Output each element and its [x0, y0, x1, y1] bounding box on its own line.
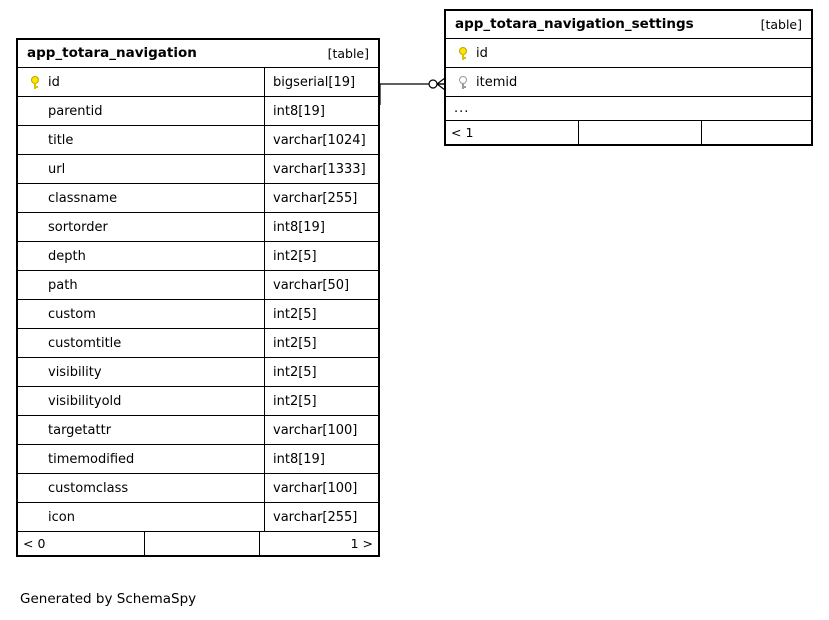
- table-row: [18, 97, 378, 126]
- table-row: [18, 126, 378, 155]
- column-name: id: [48, 74, 60, 90]
- table-row: [446, 68, 811, 97]
- generated-by-caption: Generated by SchemaSpy: [20, 591, 197, 607]
- footer-parent-count: < 1: [446, 121, 579, 144]
- column-type: varchar[100]: [273, 422, 358, 438]
- table-row: [18, 300, 378, 329]
- table-footer: [446, 121, 811, 144]
- column-name-cell: [18, 271, 265, 299]
- column-type: int2[5]: [273, 335, 317, 351]
- table-row: [18, 445, 378, 474]
- table-footer: [18, 532, 378, 555]
- table-app-totara-navigation-settings[interactable]: [444, 9, 813, 146]
- column-name: visibilityold: [48, 393, 122, 409]
- table-header: [446, 11, 811, 39]
- table-row: [18, 68, 378, 97]
- column-name-cell: [18, 126, 265, 154]
- column-name: timemodified: [48, 451, 135, 467]
- more-columns-indicator: ...: [446, 97, 811, 121]
- table-title: app_totara_navigation: [27, 45, 197, 61]
- table-row: [446, 39, 811, 68]
- column-type: int8[19]: [273, 103, 325, 119]
- column-type: bigserial[19]: [273, 74, 356, 90]
- column-type: int8[19]: [273, 451, 325, 467]
- column-name-cell: [18, 358, 265, 386]
- footer-parent-count: < 0: [18, 532, 145, 555]
- table-row: [18, 474, 378, 503]
- table-row: [18, 271, 378, 300]
- column-name-cell: [18, 503, 265, 531]
- column-type: varchar[100]: [273, 480, 358, 496]
- table-app-totara-navigation[interactable]: [16, 38, 380, 557]
- table-row: [18, 503, 378, 532]
- column-name: parentid: [48, 103, 103, 119]
- column-name: icon: [48, 509, 75, 525]
- table-row: [18, 242, 378, 271]
- column-name-cell: [18, 155, 265, 183]
- column-type: int2[5]: [273, 248, 317, 264]
- footer-child-count: 1 >: [350, 536, 373, 551]
- table-row: [18, 329, 378, 358]
- column-type: varchar[1024]: [273, 132, 366, 148]
- column-type: varchar[50]: [273, 277, 350, 293]
- column-name: title: [48, 132, 74, 148]
- column-name: sortorder: [48, 219, 108, 235]
- column-name: visibility: [48, 364, 102, 380]
- table-tag: [table]: [760, 16, 802, 32]
- column-name: customtitle: [48, 335, 122, 351]
- column-name: path: [48, 277, 78, 293]
- table-title: app_totara_navigation_settings: [455, 16, 694, 32]
- column-name-cell: [18, 68, 265, 96]
- foreign-key-icon: [454, 76, 472, 89]
- column-name-cell: [18, 213, 265, 241]
- column-name: id: [476, 45, 488, 61]
- table-row: [18, 358, 378, 387]
- column-name-cell: [18, 300, 265, 328]
- column-name-cell: [18, 242, 265, 270]
- column-name-cell: [446, 68, 811, 96]
- column-name-cell: [446, 39, 811, 67]
- table-tag: [table]: [327, 45, 369, 61]
- footer-middle: [579, 121, 702, 144]
- column-name: targetattr: [48, 422, 112, 438]
- column-type: int2[5]: [273, 364, 317, 380]
- footer-middle: [145, 532, 260, 555]
- primary-key-icon: [26, 76, 44, 89]
- table-row: [18, 213, 378, 242]
- column-name: customclass: [48, 480, 129, 496]
- table-header: [18, 40, 378, 68]
- column-name-cell: [18, 387, 265, 415]
- table-row: [18, 387, 378, 416]
- column-name: url: [48, 161, 66, 177]
- column-name: itemid: [476, 74, 518, 90]
- column-type: int2[5]: [273, 306, 317, 322]
- column-name-cell: [18, 445, 265, 473]
- primary-key-icon: [454, 47, 472, 60]
- column-name-cell: [18, 184, 265, 212]
- table-row: [18, 155, 378, 184]
- column-type: varchar[255]: [273, 190, 358, 206]
- table-row: [18, 184, 378, 213]
- column-name: custom: [48, 306, 96, 322]
- column-name-cell: [18, 474, 265, 502]
- column-name-cell: [18, 416, 265, 444]
- column-name-cell: [18, 97, 265, 125]
- column-type: varchar[1333]: [273, 161, 366, 177]
- column-type: varchar[255]: [273, 509, 358, 525]
- footer-child-count: [702, 121, 811, 144]
- column-name-cell: [18, 329, 265, 357]
- column-type: int2[5]: [273, 393, 317, 409]
- column-name: depth: [48, 248, 86, 264]
- column-name: classname: [48, 190, 118, 206]
- table-row: [18, 416, 378, 445]
- column-type: int8[19]: [273, 219, 325, 235]
- relationship-connector: [375, 60, 455, 105]
